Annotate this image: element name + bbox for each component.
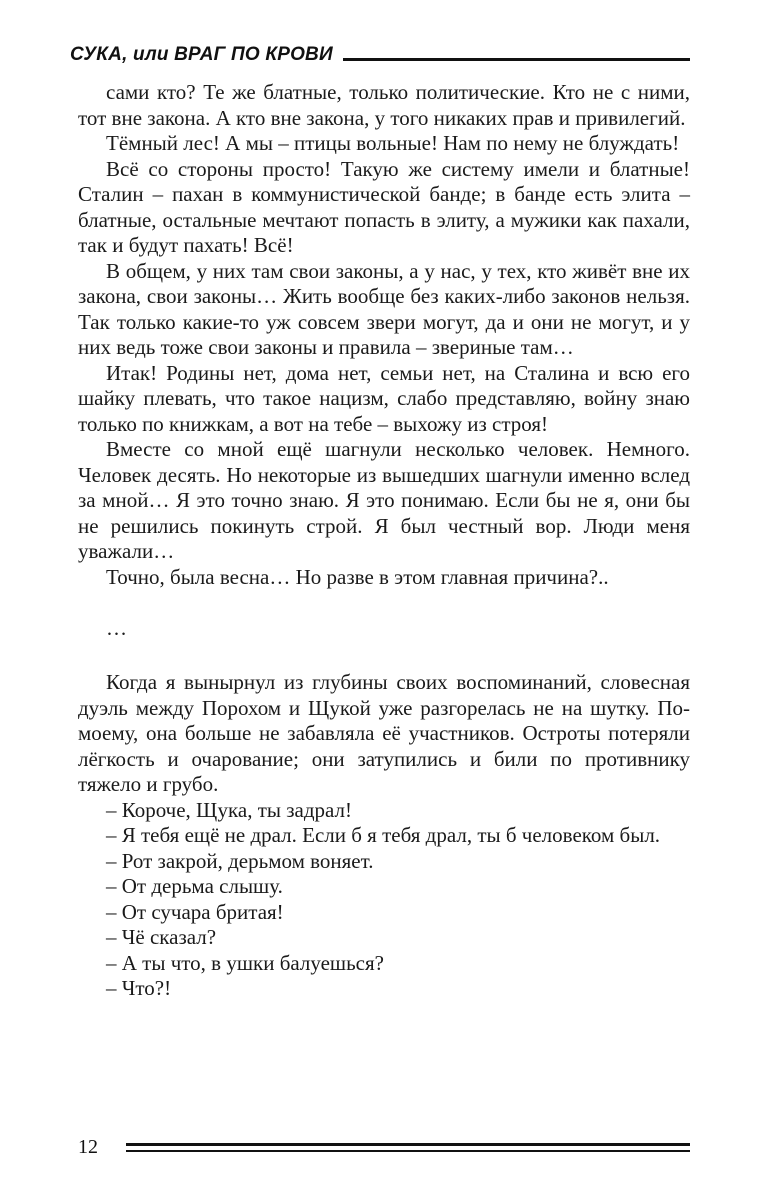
paragraph: Всё со стороны просто! Такую же систему имели и блатные! Сталин – пахан в коммунистической банде; в банде есть элита – блатные, остальные мечтают попасть в элиту, а мужики как пахали, так и будут пахать! Всё! bbox=[78, 156, 690, 257]
running-header bbox=[70, 40, 690, 70]
page-number: 12 bbox=[78, 1135, 98, 1158]
page-footer bbox=[78, 1127, 690, 1167]
dialogue-line: – Я тебя ещё не драл. Если б я тебя драл, ты б человеком был. bbox=[106, 823, 661, 847]
header-rule bbox=[343, 58, 690, 61]
dialogue-line: – Что?! bbox=[106, 976, 172, 1000]
dialogue-line: – А ты что, в ушки балуешься? bbox=[106, 950, 384, 975]
paragraph: Тёмный лес! А мы – птицы вольные! Нам по нему не блуждать! bbox=[106, 131, 680, 155]
dialogue-line: – Короче, Щука, ты задрал! bbox=[106, 797, 353, 822]
dialogue-line: – Чё сказал? bbox=[106, 925, 217, 949]
paragraph: Когда я вынырнул из глубины своих воспоминаний, словесная дуэль между Порохом и Щукой уже разгорелась не на шутку. По-моему, она больше не забавляла её участников. Остроты потеряли лёгкость и очарование; они затупились и били по противнику тяжело и грубо. bbox=[78, 670, 690, 796]
footer-rule bbox=[126, 1143, 690, 1152]
scene-break: … bbox=[106, 615, 127, 640]
dialogue-line: – От дерьма слышу. bbox=[106, 874, 283, 898]
spacer bbox=[78, 590, 690, 616]
running-title: СУКА, или ВРАГ ПО КРОВИ bbox=[70, 44, 333, 65]
body-text bbox=[78, 80, 690, 1002]
paragraph: Точно, была весна… Но разве в этом главная причина?.. bbox=[106, 564, 609, 589]
paragraph: Итак! Родины нет, дома нет, семьи нет, на Сталина и всю его шайку плевать, что такое нацизм, слабо представляю, войну знаю только по книжкам, а вот на тебе – выхожу из строя! bbox=[78, 360, 690, 436]
spacer bbox=[78, 641, 690, 670]
paragraph: сами кто? Те же блатные, только политические. Кто не с ними, тот вне закона. А кто вне закона, у того никаких прав и привилегий. bbox=[78, 80, 690, 130]
paragraph: Вместе со мной ещё шагнули несколько человек. Немного. Человек десять. Но некоторые из вышедших шагнули именно вслед за мной… Я это точно знаю. Я это понимаю. Если бы не я, они бы не решились покинуть строй. Я был честный вор. Люди меня уважали… bbox=[78, 437, 690, 563]
paragraph: В общем, у них там свои законы, а у нас, у тех, кто живёт вне их закона, свои законы… Жить вообще без каких-либо законов нельзя. Так только какие-то уж совсем звери могут, да и они не могут, и у них ведь тоже свои законы и правила – звериные там… bbox=[78, 258, 690, 359]
dialogue-line: – Рот закрой, дерьмом воняет. bbox=[106, 848, 374, 873]
dialogue-line: – От сучара бритая! bbox=[106, 899, 284, 924]
